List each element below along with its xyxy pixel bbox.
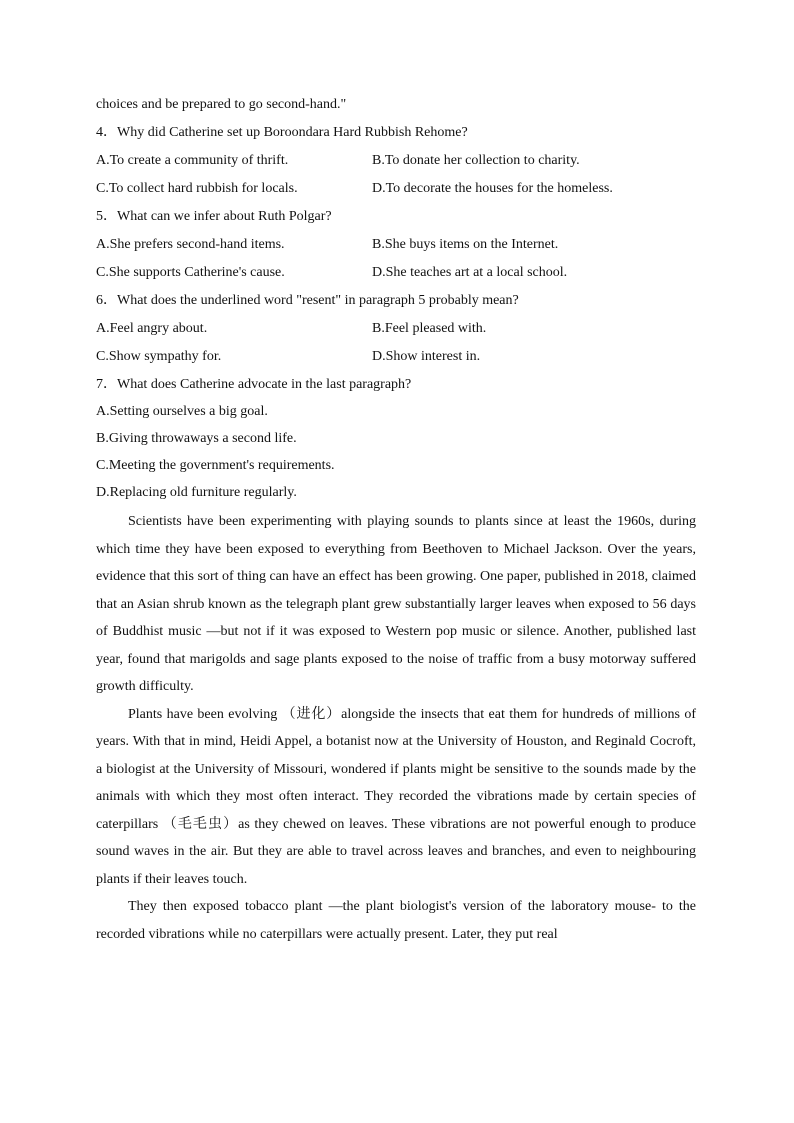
question-5-option-a[interactable]: A.She prefers second-hand items. bbox=[96, 237, 285, 252]
question-6-option-a[interactable]: A.Feel angry about. bbox=[96, 321, 208, 336]
question-4-option-c[interactable]: C.To collect hard rubbish for locals. bbox=[96, 181, 298, 196]
document-page bbox=[96, 95, 696, 948]
question-4-options-row-1 bbox=[96, 151, 696, 171]
question-5-options-row-1 bbox=[96, 235, 696, 255]
question-6-option-d[interactable]: D.Show interest in. bbox=[372, 349, 481, 364]
question-5-option-b[interactable]: B.She buys items on the Internet. bbox=[372, 237, 559, 252]
question-4-option-d[interactable]: D.To decorate the houses for the homeless. bbox=[372, 181, 613, 196]
intro-line: choices and be prepared to go second-hand." bbox=[96, 97, 347, 112]
question-7-option-a[interactable]: A.Setting ourselves a big goal. bbox=[96, 404, 268, 419]
question-6-option-c[interactable]: C.Show sympathy for. bbox=[96, 349, 222, 364]
question-5-option-d[interactable]: D.She teaches art at a local school. bbox=[372, 265, 568, 280]
question-7-option-b[interactable]: B.Giving throwaways a second life. bbox=[96, 431, 297, 446]
question-5-options-row-2 bbox=[96, 263, 696, 283]
question-4-option-a[interactable]: A.To create a community of thrift. bbox=[96, 153, 289, 168]
passage-paragraph-1: Scientists have been experimenting with playing sounds to plants since at least the 1960s, during which time they have been exposed to everything from Beethoven to Michael Jackson. Over the years, evidence that this sort of thing can have an effect has been growing. One paper, published in 2018, claimed that an Asian shrub known as the telegraph plant grew substantially larger leaves when exposed to 56 days of Buddhist music —but not if it was exposed to Western pop music or silence. Another, published last year, found that marigolds and sage plants exposed to the noise of traffic from a busy motorway suffered growth difficulty. bbox=[96, 514, 696, 694]
question-4-option-b[interactable]: B.To donate her collection to charity. bbox=[372, 153, 580, 168]
question-7-option-c[interactable]: C.Meeting the government's requirements. bbox=[96, 458, 335, 473]
question-7-option-d[interactable]: D.Replacing old furniture regularly. bbox=[96, 485, 297, 500]
question-7-stem: 7．What does Catherine advocate in the last paragraph? bbox=[96, 377, 412, 392]
question-5-stem: 5．What can we infer about Ruth Polgar? bbox=[96, 209, 332, 224]
question-4-stem: 4．Why did Catherine set up Boroondara Hard Rubbish Rehome? bbox=[96, 125, 468, 140]
question-6-options-row-2 bbox=[96, 347, 696, 367]
question-4-options-row-2 bbox=[96, 179, 696, 199]
question-6-stem: 6．What does the underlined word "resent" in paragraph 5 probably mean? bbox=[96, 293, 519, 308]
question-5-option-c[interactable]: C.She supports Catherine's cause. bbox=[96, 265, 285, 280]
question-6-option-b[interactable]: B.Feel pleased with. bbox=[372, 321, 487, 336]
question-6-options-row-1 bbox=[96, 319, 696, 339]
passage-paragraph-2: Plants have been evolving （进化）alongside the insects that eat them for hundreds of millions of years. With that in mind, Heidi Appel, a botanist now at the University of Houston, and Reginald Cocroft, a biologist at the University of Missouri, wondered if plants might be sensitive to the sounds made by the animals with which they most often interact. They recorded the vibrations made by certain species of caterpillars （毛毛虫）as they chewed on leaves. These vibrations are not powerful enough to produce sound waves in the air. But they are able to travel across leaves and branches, and even to neighbouring plants if their leaves touch. bbox=[96, 706, 696, 887]
passage-paragraph-3: They then exposed tobacco plant —the plant biologist's version of the laboratory mouse- to the recorded vibrations while no caterpillars were actually present. Later, they put real bbox=[96, 899, 696, 942]
